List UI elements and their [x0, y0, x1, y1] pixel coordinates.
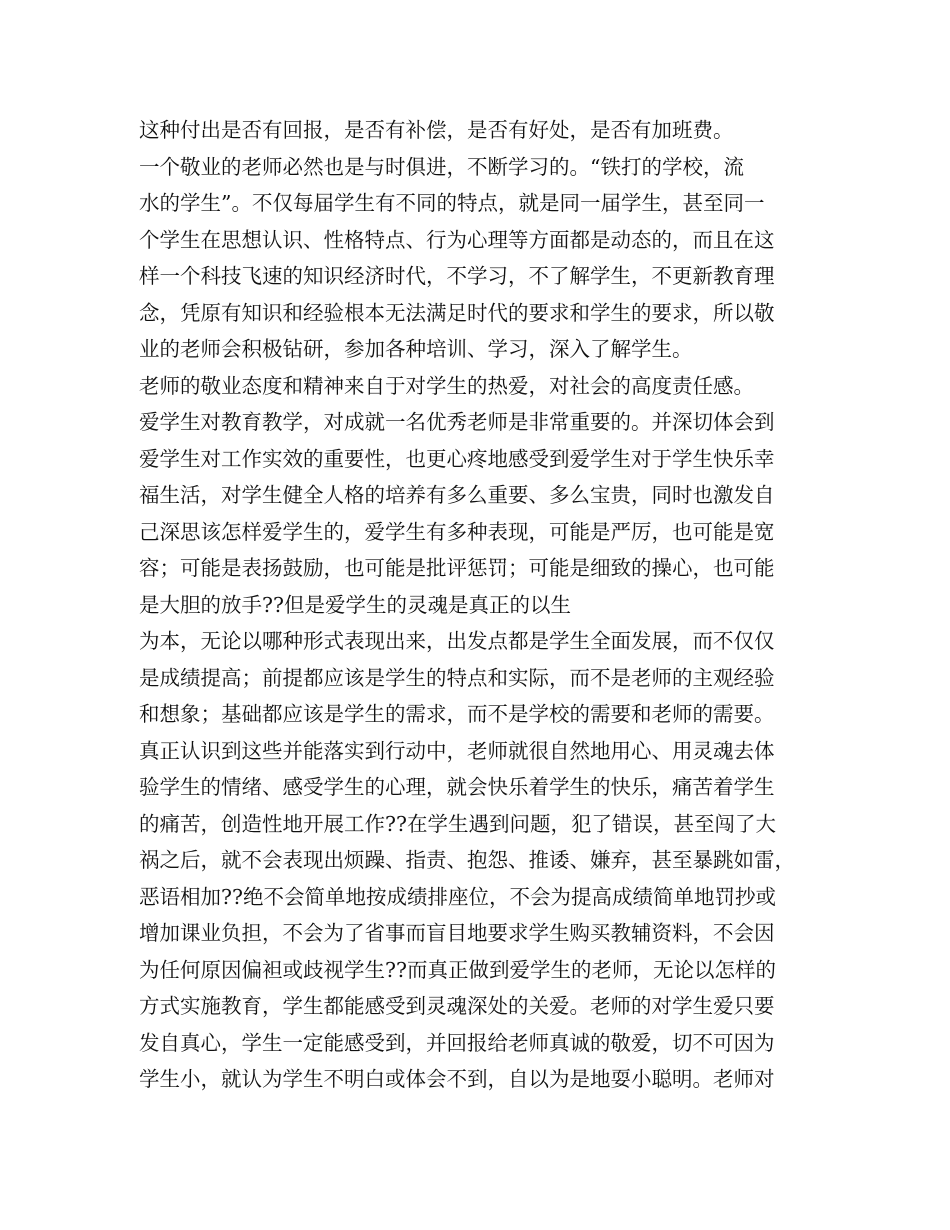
text-line: 福生活，对学生健全人格的培养有多么重要、多么宝贵，同时也激发自	[139, 483, 775, 507]
text-line: 恶语相加??绝不会简单地按成绩排座位，不会为提高成绩简单地罚抄或	[139, 884, 776, 909]
text-line: 己深思该怎样爱学生的，爱学生有多种表现，可能是严厉，也可能是宽	[139, 519, 775, 544]
text-line: 念，凭原有知识和经验根本无法满足时代的要求和学生的要求，所以敬	[139, 300, 775, 325]
text-line: 发自真心，学生一定能感受到，并回报给老师真诚的敬爱，切不可因为	[139, 1030, 775, 1055]
text-line: 业的老师会积极钻研，参加各种培训、学习，深入了解学生。	[139, 337, 693, 361]
text-line: 和想象；基础都应该是学生的需求，而不是学校的需要和老师的需要。	[139, 702, 775, 726]
text-line: 老师的敬业态度和精神来自于对学生的热爱，对社会的高度责任感。	[139, 373, 754, 398]
text-line: 样一个科技飞速的知识经济时代，不学习，不了解学生，不更新教育理	[139, 264, 775, 288]
text-line: 是大胆的放手??但是爱学生的灵魂是真正的以生	[139, 592, 571, 617]
text-line: 祸之后，就不会表现出烦躁、指责、抱怨、推诿、嫌弃，甚至暴跳如雷，	[139, 848, 795, 872]
text-line: 增加课业负担，不会为了省事而盲目地要求学生购买教辅资料，不会因	[139, 921, 775, 945]
text-line: 爱学生对工作实效的重要性，也更心疼地感受到爱学生对于学生快乐幸	[139, 446, 775, 471]
text-line: 这种付出是否有回报，是否有补偿，是否有好处，是否有加班费。	[139, 118, 734, 142]
text-line: 爱学生对教育教学，对成就一名优秀老师是非常重要的。并深切体会到	[139, 410, 775, 434]
text-line: 方式实施教育，学生都能感受到灵魂深处的关爱。老师的对学生爱只要	[139, 994, 775, 1018]
text-line: 个学生在思想认识、性格特点、行为心理等方面都是动态的，而且在这	[139, 227, 775, 252]
text-line: 为本，无论以哪种形式表现出来，出发点都是学生全面发展，而不仅仅	[139, 629, 775, 653]
text-line: 一个敬业的老师必然也是与时俱进，不断学习的。“铁打的学校，流	[139, 154, 744, 179]
text-line: 水的学生”。不仅每届学生有不同的特点，就是同一届学生，甚至同一	[139, 191, 765, 215]
body-text	[139, 112, 829, 1098]
text-line: 真正认识到这些并能落实到行动中，老师就很自然地用心、用灵魂去体	[139, 738, 775, 763]
text-line: 为任何原因偏袒或歧视学生??而真正做到爱学生的老师，无论以怎样的	[139, 957, 776, 982]
text-line: 的痛苦，创造性地开展工作??在学生遇到问题，犯了错误，甚至闯了大	[139, 811, 776, 836]
text-line: 验学生的情绪、感受学生的心理，就会快乐着学生的快乐，痛苦着学生	[139, 775, 775, 799]
text-line: 是成绩提高；前提都应该是学生的特点和实际，而不是老师的主观经验	[139, 665, 775, 690]
text-line: 学生小，就认为学生不明白或体会不到，自以为是地耍小聪明。老师对	[139, 1067, 775, 1091]
text-line: 容；可能是表扬鼓励，也可能是批评惩罚；可能是细致的操心，也可能	[139, 556, 775, 580]
